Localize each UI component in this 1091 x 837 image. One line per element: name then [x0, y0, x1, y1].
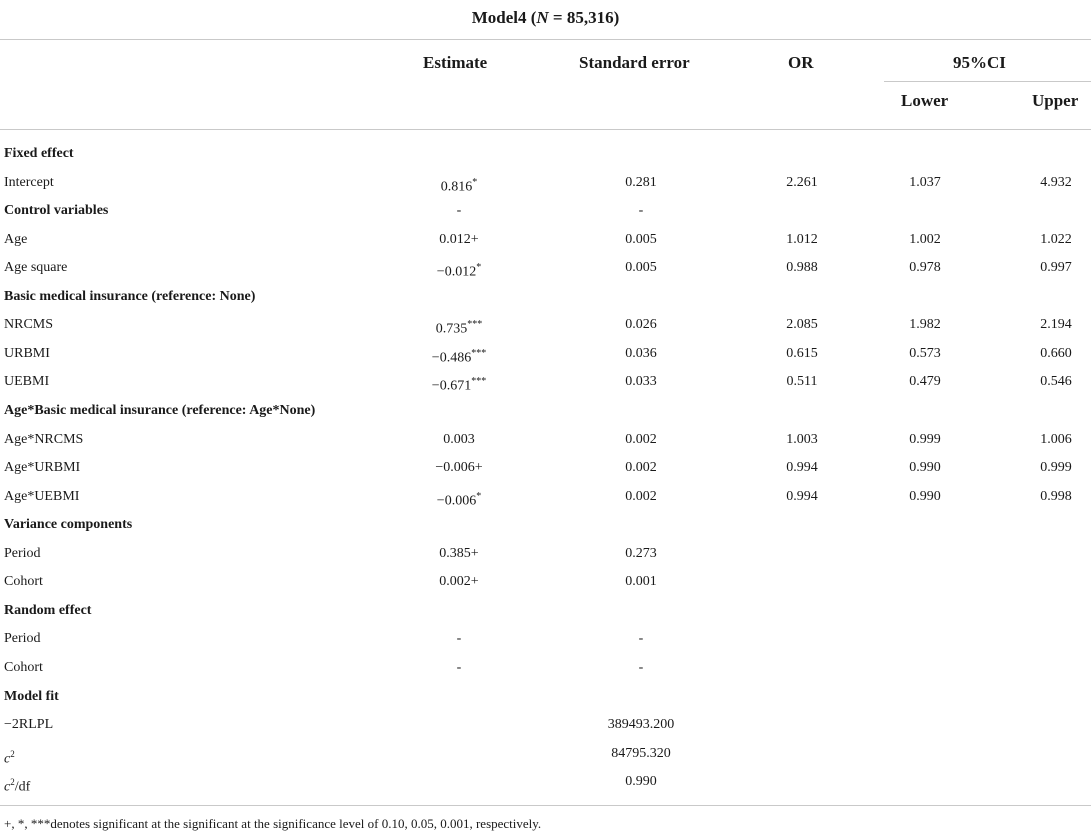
section-heading: Random effect	[4, 602, 92, 618]
standard-error-cell-text: 0.281	[625, 174, 657, 190]
standard-error-cell-text: 0.026	[625, 317, 657, 333]
ci-lower-cell-text: 0.990	[909, 488, 941, 504]
ci-lower-cell-text: 1.002	[909, 231, 941, 247]
standard-error-cell-text: -	[638, 203, 644, 219]
row-label: Cohort	[4, 659, 43, 675]
table-row	[0, 625, 1091, 653]
standard-error-cell-text: 0.002	[625, 460, 657, 476]
ci-upper-cell-text: 4.932	[1040, 174, 1072, 190]
header-upper: Upper	[1032, 91, 1079, 110]
estimate-cell-text: 0.012+	[439, 231, 479, 247]
table-row	[0, 740, 1091, 768]
table-row	[0, 397, 1091, 425]
top-rule	[0, 39, 1091, 40]
table-row	[0, 597, 1091, 625]
section-heading: Basic medical insurance (reference: None)	[4, 288, 256, 304]
table-row	[0, 254, 1091, 282]
header-or: OR	[788, 53, 814, 72]
table-title: Model4 (N = 85,316)	[471, 8, 620, 27]
row-label: Cohort	[4, 574, 43, 590]
section-heading: Control variables	[4, 203, 109, 219]
table-row	[0, 654, 1091, 682]
or-cell-text: 0.994	[786, 460, 818, 476]
estimate-cell-text: −0.006*	[436, 490, 482, 509]
estimate-cell-text: −0.486***	[431, 347, 487, 366]
standard-error-cell-text: 0.990	[625, 774, 657, 790]
standard-error-cell-text: 0.033	[625, 374, 657, 390]
row-label: Intercept	[4, 174, 54, 190]
row-label: NRCMS	[4, 317, 54, 333]
row-label: $c^2/df$	[4, 777, 31, 795]
bottom-rule	[0, 805, 1091, 806]
estimate-cell-text: -	[456, 631, 462, 647]
row-label: −2RLPL	[4, 717, 54, 732]
table-row	[0, 454, 1091, 482]
ci-lower-cell-text: 0.999	[909, 431, 941, 447]
standard-error-cell-text: 0.005	[625, 260, 657, 276]
header-lower: Lower	[901, 91, 949, 110]
table-row	[0, 540, 1091, 568]
ci-lower-cell-text: 1.037	[909, 174, 941, 190]
table-row	[0, 483, 1091, 511]
standard-error-cell-text: 0.273	[625, 545, 657, 561]
ci-lower-cell-text: 0.479	[909, 374, 941, 390]
table-row	[0, 768, 1091, 796]
table-row	[0, 311, 1091, 339]
ci-upper-cell-text: 0.998	[1040, 488, 1072, 504]
or-cell-text: 0.994	[786, 488, 818, 504]
ci-upper-cell-text: 0.660	[1040, 345, 1072, 361]
standard-error-cell-text: 0.036	[625, 345, 657, 361]
ci-upper-cell-text: 0.546	[1040, 374, 1072, 390]
or-cell-text: 1.003	[786, 431, 818, 447]
ci-lower-cell-text: 0.573	[909, 345, 941, 361]
estimate-cell-text: −0.012*	[436, 262, 482, 280]
table-row	[0, 226, 1091, 254]
table-row	[0, 197, 1091, 225]
table-row	[0, 283, 1091, 311]
table-row	[0, 511, 1091, 539]
estimate-cell-text: −0.006+	[435, 460, 483, 476]
standard-error-cell-text: 389493.200	[607, 717, 675, 732]
table-row	[0, 711, 1091, 739]
standard-error-cell-text: 0.002	[625, 431, 657, 447]
or-cell-text: 2.085	[786, 317, 818, 333]
standard-error-cell-text: 0.001	[625, 574, 657, 590]
row-label: Age	[4, 231, 28, 247]
standard-error-cell-text: -	[638, 659, 644, 675]
standard-error-cell-text: 84795.320	[611, 745, 671, 761]
table-row	[0, 169, 1091, 197]
or-cell-text: 0.615	[786, 345, 818, 361]
ci-lower-cell-text: 1.982	[909, 317, 941, 333]
estimate-cell-text: -	[456, 203, 462, 219]
footnote: +, *, ***denotes significant at the significant at the significance level of 0.10, 0.05, 0.001, respectively.	[4, 816, 542, 831]
header-standard-error: Standard error	[579, 53, 690, 72]
table-row	[0, 368, 1091, 396]
ci-upper-cell-text: 1.022	[1040, 231, 1072, 247]
or-cell-text: 0.988	[786, 260, 818, 276]
standard-error-cell-text: 0.005	[625, 231, 657, 247]
estimate-cell-text: 0.816*	[440, 176, 478, 195]
table-row	[0, 140, 1091, 168]
estimate-cell-text: 0.385+	[439, 545, 479, 561]
section-heading: Fixed effect	[4, 146, 74, 161]
row-label: UEBMI	[4, 374, 50, 390]
table-row	[0, 568, 1091, 596]
header-bottom-rule	[0, 129, 1091, 130]
section-heading: Model fit	[4, 688, 59, 704]
standard-error-cell-text: -	[638, 631, 644, 647]
row-label: Age*URBMI	[4, 460, 81, 476]
ci-upper-cell-text: 1.006	[1040, 431, 1072, 447]
ci-upper-cell-text: 2.194	[1040, 317, 1072, 333]
table-row	[0, 426, 1091, 454]
row-label: Period	[4, 631, 41, 647]
or-cell-text: 1.012	[786, 231, 818, 247]
ci-upper-cell-text: 0.997	[1040, 260, 1072, 276]
header-ci: 95%CI	[953, 53, 1006, 72]
ci-lower-cell-text: 0.990	[909, 460, 941, 476]
row-label: Age*NRCMS	[4, 431, 84, 447]
estimate-cell-text: 0.003	[443, 431, 475, 447]
row-label: Period	[4, 545, 41, 561]
standard-error-cell-text: 0.002	[625, 488, 657, 504]
ci-rule	[884, 81, 1091, 82]
estimate-cell-text: -	[456, 659, 462, 675]
row-label: Age square	[4, 260, 68, 276]
or-cell-text: 2.261	[786, 174, 818, 190]
row-label: $c^2$	[4, 748, 15, 767]
row-label: URBMI	[4, 345, 50, 361]
estimate-cell-text: 0.735***	[435, 319, 483, 337]
row-label: Age*UEBMI	[4, 488, 80, 504]
table-row	[0, 340, 1091, 368]
ci-upper-cell-text: 0.999	[1040, 460, 1072, 476]
estimate-cell-text: −0.671***	[431, 376, 487, 395]
header-estimate: Estimate	[423, 53, 488, 72]
ci-lower-cell-text: 0.978	[909, 260, 941, 276]
estimate-cell-text: 0.002+	[439, 574, 479, 590]
section-heading: Age*Basic medical insurance (reference: Age*None)	[4, 402, 316, 418]
or-cell-text: 0.511	[786, 374, 818, 390]
table-row	[0, 683, 1091, 711]
section-heading: Variance components	[4, 517, 133, 533]
